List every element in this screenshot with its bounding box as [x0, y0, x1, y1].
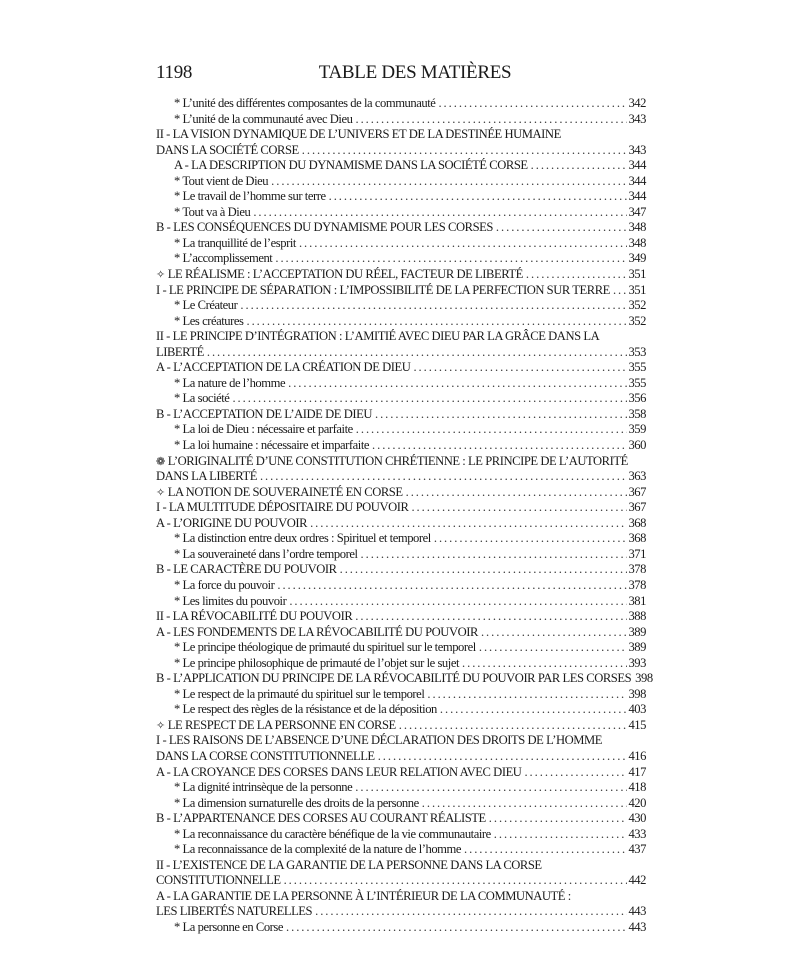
- toc-entry-title: [156, 811, 486, 827]
- toc-entry-text: A - L’ACCEPTATION DE LA CRÉATION DE DIEU: [156, 360, 411, 375]
- toc-entry-title: [174, 236, 296, 252]
- toc-entry-page: 351: [628, 282, 646, 297]
- toc-entry-text: * Le Créateur: [174, 298, 238, 313]
- toc-entry-title: [156, 485, 403, 502]
- toc-entry-page: 398: [635, 671, 653, 686]
- toc-entry-text: I - LE PRINCIPE DE SÉPARATION : L’IMPOSSIBILITÉ DE LA PERFECTION SUR TERRE: [156, 282, 610, 297]
- running-title: TABLE DES MATIÈRES: [318, 62, 512, 83]
- toc-entry-page: 343: [628, 142, 646, 157]
- toc-entry-page: 371: [628, 546, 646, 561]
- toc-entry-title: [174, 205, 250, 221]
- toc-entry[interactable]: [156, 407, 646, 423]
- toc-entry-text: * La loi humaine : nécessaire et imparfaite: [174, 438, 370, 453]
- toc-entry-text: II - L’EXISTENCE DE LA GARANTIE DE LA PERSONNE DANS LA CORSE: [156, 857, 542, 872]
- toc-entry[interactable]: [156, 220, 646, 236]
- toc-entry[interactable]: [156, 811, 646, 827]
- toc-entry-title: [156, 143, 299, 159]
- dot-leader: [286, 920, 627, 936]
- toc-entry-title: [174, 174, 268, 190]
- toc-entry-title: [174, 422, 353, 438]
- toc-entry-page: 348: [628, 220, 646, 235]
- dot-leader: [399, 718, 628, 734]
- toc-entry-title: [156, 454, 646, 471]
- dot-leader: [302, 143, 628, 159]
- toc-entry[interactable]: [156, 174, 646, 190]
- toc-entry-title: [156, 625, 478, 641]
- toc-entry-page: 398: [628, 686, 646, 701]
- toc-entry-text: * Tout vient de Dieu: [174, 173, 269, 188]
- toc-entry-page: 416: [628, 748, 646, 763]
- toc-entry-text: A - LA GARANTIE DE LA PERSONNE À L’INTÉRIEUR DE LA COMMUNAUTÉ :: [156, 888, 571, 903]
- toc-entry[interactable]: [156, 236, 646, 252]
- toc-entry[interactable]: [156, 454, 646, 470]
- toc-entry-page: 437: [628, 842, 646, 857]
- toc-entry[interactable]: [156, 298, 646, 314]
- dot-leader: [232, 391, 627, 407]
- toc-entry-page: 353: [628, 344, 646, 359]
- toc-entry[interactable]: [156, 562, 646, 578]
- toc-entry-text: I - LA MULTITUDE DÉPOSITAIRE DU POUVOIR: [156, 500, 409, 515]
- toc-entry-title: [174, 96, 435, 112]
- toc-entry[interactable]: [156, 485, 646, 501]
- toc-entry-text: * La nature de l’homme: [174, 375, 286, 390]
- toc-entry-text: * Le principe théologique de primauté du spirituel sur le temporel: [174, 640, 476, 655]
- toc-entry-page: 417: [628, 764, 646, 779]
- toc-entry-title: [174, 640, 476, 656]
- toc-entry-title: [174, 827, 491, 843]
- toc-entry-title: [174, 842, 461, 858]
- dot-leader: [289, 594, 627, 610]
- toc-entry[interactable]: [156, 889, 646, 905]
- toc-entry[interactable]: [156, 189, 646, 205]
- toc-entry-text: * La distinction entre deux ordres : Spirituel et temporel: [174, 531, 431, 546]
- toc-entry-title: [156, 858, 646, 874]
- toc-entry-page: 348: [628, 235, 646, 250]
- toc-entry-text: L’ORIGINALITÉ D’UNE CONSTITUTION CHRÉTIENNE : LE PRINCIPE DE L’AUTORITÉ: [167, 453, 628, 468]
- toc-entry-page: 343: [628, 111, 646, 126]
- toc-entry-title: [156, 329, 646, 345]
- dot-leader: [494, 827, 628, 843]
- toc-entry-text: LIBERTÉ: [156, 344, 204, 359]
- toc-entry-text: * La dignité intrinsèque de la personne: [174, 780, 353, 795]
- dot-leader: [496, 220, 628, 236]
- toc-entry[interactable]: [156, 609, 646, 625]
- toc-entry-title: [174, 314, 243, 330]
- toc-entry-text: * Le travail de l’homme sur terre: [174, 189, 326, 204]
- toc-entry[interactable]: [156, 345, 646, 361]
- toc-entry-title: [174, 702, 437, 718]
- toc-entry-title: [174, 438, 369, 454]
- toc-entry-text: A - L’ORIGINE DU POUVOIR: [156, 515, 308, 530]
- dot-leader: [329, 189, 628, 205]
- toc-entry-page: 389: [628, 624, 646, 639]
- toc-entry-text: I - LES RAISONS DE L’ABSENCE D’UNE DÉCLARATION DES DROITS DE L’HOMME: [156, 733, 602, 748]
- toc-entry[interactable]: [156, 158, 646, 174]
- toc-entry-page: 367: [628, 484, 646, 499]
- toc-entry-text: * La loi de Dieu : nécessaire et parfaite: [174, 422, 353, 437]
- toc-entry[interactable]: [156, 702, 646, 718]
- toc-entry-text: * La reconnaissance de la complexité de la nature de l’homme: [174, 842, 462, 857]
- dot-leader: [524, 765, 627, 781]
- toc-entry[interactable]: [156, 531, 646, 547]
- toc-entry-text: DANS LA SOCIÉTÉ CORSE: [156, 142, 299, 157]
- toc-entry[interactable]: [156, 469, 646, 485]
- toc-entry[interactable]: [156, 143, 646, 159]
- dot-leader: [613, 283, 628, 299]
- dot-leader: [413, 360, 627, 376]
- toc-entry-text: B - LES CONSÉQUENCES DU DYNAMISME POUR LES CORSES: [156, 220, 493, 235]
- dot-leader: [438, 96, 627, 112]
- toc-entry-text: A - LES FONDEMENTS DE LA RÉVOCABILITÉ DU POUVOIR: [156, 624, 478, 639]
- toc-entry-title: [174, 251, 272, 267]
- toc-entry-text: * L’unité de la communauté avec Dieu: [174, 111, 353, 126]
- toc-entry[interactable]: [156, 640, 646, 656]
- toc-entry[interactable]: [156, 671, 653, 687]
- toc-entry-title: [156, 765, 521, 781]
- toc-entry[interactable]: [156, 920, 646, 936]
- toc-entry[interactable]: [156, 733, 646, 749]
- dot-leader: [440, 702, 628, 718]
- toc-entry-text: * La reconnaissance du caractère bénéfique de la vie communautaire: [174, 826, 491, 841]
- toc-entry-title: [174, 796, 419, 812]
- dot-leader: [240, 298, 627, 314]
- page-header: [156, 62, 646, 86]
- toc-entry-page: 443: [628, 904, 646, 919]
- toc-entry-page: 355: [628, 360, 646, 375]
- toc-entry-text: A - LA CROYANCE DES CORSES DANS LEUR RELATION AVEC DIEU: [156, 764, 522, 779]
- toc-entry-text: B - L’APPLICATION DU PRINCIPE DE LA RÉVOCABILITÉ DU POUVOIR PAR LES CORSES: [156, 671, 632, 686]
- toc-entry-page: 344: [628, 158, 646, 173]
- toc-entry-text: LE RÉALISME : L’ACCEPTATION DU RÉEL, FACTEUR DE LIBERTÉ: [167, 267, 523, 282]
- toc-entry[interactable]: [156, 687, 646, 703]
- dot-leader: [288, 376, 627, 392]
- toc-entry-title: [156, 671, 631, 687]
- toc-entry[interactable]: [156, 749, 646, 765]
- toc-entry[interactable]: [156, 438, 646, 454]
- toc-entry-title: [156, 345, 204, 361]
- toc-entry[interactable]: [156, 329, 646, 345]
- toc-entry-page: 367: [628, 500, 646, 515]
- toc-entry-page: 418: [628, 780, 646, 795]
- toc-entry-text: B - LE CARACTÈRE DU POUVOIR: [156, 562, 337, 577]
- toc-entry-title: [156, 469, 257, 485]
- toc-entry[interactable]: [156, 827, 646, 843]
- dot-leader: [310, 516, 627, 532]
- toc-entry-page: 389: [628, 640, 646, 655]
- table-of-contents: [156, 96, 653, 936]
- toc-entry-page: 393: [628, 655, 646, 670]
- dot-leader: [207, 345, 628, 361]
- toc-entry-page: 344: [628, 173, 646, 188]
- toc-entry-title: [156, 562, 337, 578]
- toc-entry-title: [174, 112, 352, 128]
- toc-entry[interactable]: [156, 251, 646, 267]
- toc-entry-page: 388: [628, 609, 646, 624]
- toc-entry[interactable]: [156, 127, 646, 143]
- dot-leader: [406, 485, 628, 501]
- toc-entry[interactable]: [156, 780, 646, 796]
- toc-entry[interactable]: [156, 656, 646, 672]
- toc-entry[interactable]: [156, 516, 646, 532]
- dot-leader: [375, 407, 627, 423]
- dot-leader: [526, 267, 628, 283]
- dot-leader: [427, 687, 627, 703]
- toc-entry-text: * L’accomplissement: [174, 251, 273, 266]
- toc-entry-text: * Le respect des règles de la résistance et de la déposition: [174, 702, 437, 717]
- toc-entry-text: B - L’ACCEPTATION DE L’AIDE DE DIEU: [156, 406, 372, 421]
- toc-entry-text: CONSTITUTIONNELLE: [156, 873, 281, 888]
- toc-entry[interactable]: [156, 594, 646, 610]
- toc-entry[interactable]: [156, 96, 646, 112]
- toc-entry-page: 352: [628, 313, 646, 328]
- dot-leader: [355, 609, 627, 625]
- toc-entry-title: [156, 904, 312, 920]
- dot-leader: [275, 251, 627, 267]
- toc-entry-title: [156, 283, 610, 299]
- toc-entry-title: [174, 920, 283, 936]
- toc-entry-page: 352: [628, 298, 646, 313]
- toc-entry-title: [174, 594, 286, 610]
- toc-entry-page: 360: [628, 438, 646, 453]
- toc-entry[interactable]: [156, 391, 646, 407]
- diamond-star-icon: ✧: [156, 719, 165, 732]
- toc-entry-title: [174, 376, 285, 392]
- toc-entry-title: [156, 733, 646, 749]
- dot-leader: [479, 640, 628, 656]
- toc-entry-page: 415: [628, 717, 646, 732]
- toc-entry-text: II - LA VISION DYNAMIQUE DE L’UNIVERS ET DE LA DESTINÉE HUMAINE: [156, 127, 561, 142]
- toc-entry[interactable]: [156, 904, 646, 920]
- dot-leader: [531, 158, 628, 174]
- toc-entry-text: A - LA DESCRIPTION DU DYNAMISME DANS LA SOCIÉTÉ CORSE: [174, 158, 528, 173]
- toc-entry-title: [174, 189, 326, 205]
- toc-entry[interactable]: [156, 578, 646, 594]
- toc-entry-page: 381: [628, 593, 646, 608]
- toc-entry-text: * La souveraineté dans l’ordre temporel: [174, 546, 358, 561]
- toc-entry-text: * La tranquillité de l’esprit: [174, 235, 296, 250]
- toc-entry-page: 358: [628, 406, 646, 421]
- toc-entry-title: [156, 267, 523, 284]
- toc-entry[interactable]: [156, 314, 646, 330]
- toc-entry-title: [174, 687, 424, 703]
- toc-entry-title: [174, 391, 229, 407]
- dot-leader: [378, 749, 628, 765]
- toc-entry-page: 363: [628, 469, 646, 484]
- page-number: 1198: [156, 62, 193, 83]
- toc-entry-page: 443: [628, 919, 646, 934]
- dot-leader: [315, 904, 627, 920]
- toc-entry-text: LES LIBERTÉS NATURELLES: [156, 904, 313, 919]
- dot-leader: [246, 314, 627, 330]
- dot-leader: [284, 873, 628, 889]
- toc-entry-title: [156, 407, 372, 423]
- toc-entry-title: [174, 780, 352, 796]
- toc-entry-title: [174, 656, 459, 672]
- dot-leader: [355, 112, 627, 128]
- toc-entry-text: * Tout va à Dieu: [174, 204, 251, 219]
- toc-entry-page: 420: [628, 795, 646, 810]
- dot-leader: [464, 842, 627, 858]
- dot-leader: [422, 796, 628, 812]
- toc-entry[interactable]: [156, 858, 646, 874]
- toc-entry-page: 368: [628, 531, 646, 546]
- toc-entry-title: [156, 500, 408, 516]
- toc-entry-title: [156, 220, 493, 236]
- toc-entry-text: * Les créatures: [174, 313, 244, 328]
- toc-entry-text: * L’unité des différentes composantes de la communauté: [174, 96, 436, 110]
- toc-entry-text: * La dimension surnaturelle des droits de la personne: [174, 795, 419, 810]
- toc-entry-page: 433: [628, 826, 646, 841]
- toc-entry-title: [174, 298, 237, 314]
- toc-entry-text: * Le principe philosophique de primauté de l’objet sur le sujet: [174, 655, 460, 670]
- flower-icon: ❁: [156, 455, 165, 468]
- dot-leader: [411, 500, 627, 516]
- toc-entry[interactable]: [156, 500, 646, 516]
- toc-entry-page: 349: [628, 251, 646, 266]
- toc-entry[interactable]: [156, 267, 646, 283]
- toc-entry[interactable]: [156, 718, 646, 734]
- toc-entry-text: * La force du pouvoir: [174, 577, 275, 592]
- toc-entry[interactable]: [156, 625, 646, 641]
- toc-entry-title: [156, 889, 646, 905]
- toc-entry-title: [156, 609, 352, 625]
- toc-entry-page: 378: [628, 562, 646, 577]
- toc-entry[interactable]: [156, 376, 646, 392]
- toc-entry-title: [156, 516, 307, 532]
- toc-entry-text: II - LA RÉVOCABILITÉ DU POUVOIR: [156, 609, 353, 624]
- dot-leader: [481, 625, 628, 641]
- toc-entry-title: [174, 547, 358, 563]
- toc-entry-title: [174, 158, 528, 174]
- toc-entry-title: [156, 127, 646, 143]
- toc-entry-text: DANS LA LIBERTÉ: [156, 469, 257, 484]
- toc-entry[interactable]: [156, 283, 646, 299]
- toc-entry[interactable]: [156, 547, 646, 563]
- toc-entry-page: 359: [628, 422, 646, 437]
- toc-entry[interactable]: [156, 422, 646, 438]
- toc-entry-text: II - LE PRINCIPE D’INTÉGRATION : L’AMITIÉ AVEC DIEU PAR LA GRÂCE DANS LA: [156, 329, 600, 344]
- dot-leader: [355, 780, 627, 796]
- toc-entry-page: 368: [628, 515, 646, 530]
- toc-entry-title: [156, 360, 410, 376]
- toc-entry-text: * Le respect de la primauté du spirituel sur le temporel: [174, 686, 425, 701]
- toc-entry[interactable]: [156, 842, 646, 858]
- toc-entry[interactable]: [156, 796, 646, 812]
- dot-leader: [489, 811, 628, 827]
- dot-leader: [299, 236, 628, 252]
- toc-entry-text: * La personne en Corse: [174, 919, 284, 934]
- dot-leader: [340, 562, 628, 578]
- diamond-star-icon: ✧: [156, 269, 165, 282]
- toc-entry-page: 378: [628, 577, 646, 592]
- toc-entry-text: LA NOTION DE SOUVERAINETÉ EN CORSE: [167, 484, 403, 499]
- toc-entry-page: 355: [628, 375, 646, 390]
- toc-entry-text: * Les limites du pouvoir: [174, 593, 287, 608]
- toc-entry[interactable]: [156, 873, 646, 889]
- toc-entry[interactable]: [156, 205, 646, 221]
- toc-entry[interactable]: [156, 360, 646, 376]
- dot-leader: [253, 205, 627, 221]
- diamond-star-icon: ✧: [156, 486, 165, 499]
- toc-entry-page: 430: [628, 811, 646, 826]
- dot-leader: [260, 469, 628, 485]
- toc-entry-title: [156, 873, 281, 889]
- toc-entry-page: 403: [628, 702, 646, 717]
- dot-leader: [277, 578, 627, 594]
- toc-entry-text: LE RESPECT DE LA PERSONNE EN CORSE: [167, 717, 396, 732]
- toc-entry-text: * La société: [174, 391, 230, 406]
- toc-entry-title: [156, 749, 375, 765]
- dot-leader: [434, 531, 628, 547]
- toc-entry-page: 356: [628, 391, 646, 406]
- dot-leader: [356, 422, 628, 438]
- dot-leader: [462, 656, 627, 672]
- toc-entry-title: [174, 531, 431, 547]
- toc-entry-title: [156, 718, 396, 735]
- dot-leader: [361, 547, 628, 563]
- dot-leader: [271, 174, 627, 190]
- toc-entry-page: 347: [628, 204, 646, 219]
- dot-leader: [372, 438, 627, 454]
- toc-entry-page: 342: [628, 96, 646, 110]
- toc-entry[interactable]: [156, 112, 646, 128]
- toc-entry-text: DANS LA CORSE CONSTITUTIONNELLE: [156, 748, 375, 763]
- toc-entry[interactable]: [156, 765, 646, 781]
- toc-entry-text: B - L’APPARTENANCE DES CORSES AU COURANT RÉALISTE: [156, 811, 486, 826]
- toc-entry-page: 344: [628, 189, 646, 204]
- toc-entry-page: 442: [628, 873, 646, 888]
- toc-entry-title: [174, 578, 274, 594]
- toc-entry-page: 351: [628, 267, 646, 282]
